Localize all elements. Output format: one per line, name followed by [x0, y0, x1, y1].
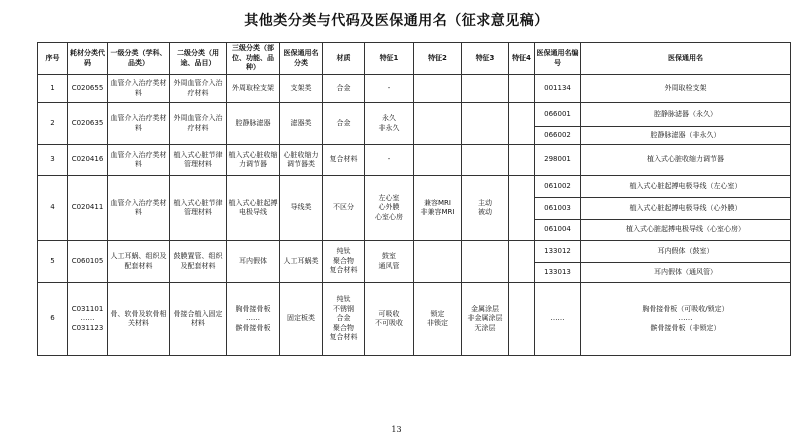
- cell-l1: 血管介入治疗类材料: [108, 176, 170, 241]
- cell-code: C020655: [68, 75, 108, 103]
- cell-l2: 鼓膜置管、组织及配套材料: [170, 241, 227, 283]
- cell-mat: 合金: [323, 103, 365, 145]
- cell-code-number: ……: [535, 283, 581, 356]
- cell-f2: [414, 241, 462, 283]
- header-l2: 二级分类（用途、品目）: [170, 43, 227, 75]
- cell-cat: 支架类: [280, 75, 323, 103]
- cell-f4: [509, 103, 535, 145]
- cell-generic-name: 腔静脉滤器（非永久）: [581, 127, 791, 145]
- cell-f2: 兼容MRI 非兼容MRI: [414, 176, 462, 241]
- cell-code: C060105: [68, 241, 108, 283]
- cell-f1: 鼓室 通风管: [365, 241, 414, 283]
- cell-f1: -: [365, 75, 414, 103]
- cell-l1: 血管介入治疗类材料: [108, 103, 170, 145]
- classification-table: [37, 42, 791, 356]
- cell-code-number: 066002: [535, 127, 581, 145]
- table-row: [38, 283, 791, 356]
- cell-l2: 外周血管介入治疗材料: [170, 103, 227, 145]
- cell-l3: 胸骨接骨板 …… 髌骨接骨板: [227, 283, 280, 356]
- cell-seq: 2: [38, 103, 68, 145]
- cell-l1: 血管介入治疗类材料: [108, 145, 170, 176]
- cell-seq: 3: [38, 145, 68, 176]
- cell-mat: 纯钛 不锈钢 合金 聚合物 复合材料: [323, 283, 365, 356]
- cell-generic-name: 植入式心脏起搏电极导线（心室心房）: [581, 220, 791, 241]
- cell-f1: -: [365, 145, 414, 176]
- cell-f4: [509, 176, 535, 241]
- cell-f2: 锁定 非锁定: [414, 283, 462, 356]
- header-f3: 特征3: [462, 43, 509, 75]
- cell-generic-name: 腔静脉滤器（永久）: [581, 103, 791, 127]
- cell-seq: 1: [38, 75, 68, 103]
- cell-l3: 植入式心脏收缩力调节器: [227, 145, 280, 176]
- header-l1: 一级分类（学科、品类）: [108, 43, 170, 75]
- cell-mat: 不区分: [323, 176, 365, 241]
- cell-code: C020635: [68, 103, 108, 145]
- cell-l3: 外周取栓支架: [227, 75, 280, 103]
- cell-generic-name: 植入式心脏起搏电极导线（心外膜）: [581, 198, 791, 220]
- page-number: 13: [391, 425, 402, 434]
- cell-code-number: 061003: [535, 198, 581, 220]
- cell-l2: 植入式心脏节律管理材料: [170, 176, 227, 241]
- cell-code-number: 001134: [535, 75, 581, 103]
- cell-cat: 人工耳蜗类: [280, 241, 323, 283]
- cell-l2: 外周血管介入治疗材料: [170, 75, 227, 103]
- table-row: [38, 145, 791, 176]
- cell-code-number: 061002: [535, 176, 581, 198]
- cell-generic-name: 植入式心脏起搏电极导线（左心室）: [581, 176, 791, 198]
- table-row: [38, 176, 791, 198]
- cell-f3: [462, 103, 509, 145]
- cell-cat: 导线类: [280, 176, 323, 241]
- cell-mat: 复合材料: [323, 145, 365, 176]
- cell-f2: [414, 103, 462, 145]
- cell-f4: [509, 145, 535, 176]
- cell-l2: 植入式心脏节律管理材料: [170, 145, 227, 176]
- header-f1: 特征1: [365, 43, 414, 75]
- cell-l1: 人工耳蜗、组织及配套材料: [108, 241, 170, 283]
- cell-generic-name: 外周取栓支架: [581, 75, 791, 103]
- header-f4: 特征4: [509, 43, 535, 75]
- header-seq: 序号: [38, 43, 68, 75]
- cell-l1: 血管介入治疗类材料: [108, 75, 170, 103]
- header-l3: 三级分类（部位、功能、品种）: [227, 43, 280, 75]
- cell-seq: 6: [38, 283, 68, 356]
- cell-f1: 永久 非永久: [365, 103, 414, 145]
- header-cat: 医保通用名分类: [280, 43, 323, 75]
- cell-code: C020416: [68, 145, 108, 176]
- cell-code: C020411: [68, 176, 108, 241]
- cell-l3: 植入式心脏起搏电极导线: [227, 176, 280, 241]
- cell-f4: [509, 283, 535, 356]
- cell-generic-name: 耳内假体（鼓室）: [581, 241, 791, 263]
- cell-code-number: 298001: [535, 145, 581, 176]
- cell-f1: 可吸收 不可吸收: [365, 283, 414, 356]
- cell-l3: 腔静脉滤器: [227, 103, 280, 145]
- cell-seq: 5: [38, 241, 68, 283]
- header-num: 医保通用名编号: [535, 43, 581, 75]
- cell-cat: 滤器类: [280, 103, 323, 145]
- cell-l3: 耳内假体: [227, 241, 280, 283]
- header-mat: 材质: [323, 43, 365, 75]
- cell-code-number: 066001: [535, 103, 581, 127]
- cell-f3: [462, 145, 509, 176]
- cell-code-number: 133013: [535, 263, 581, 283]
- cell-code: C031101 …… C031123: [68, 283, 108, 356]
- cell-f3: [462, 75, 509, 103]
- cell-f3: [462, 241, 509, 283]
- table-row: [38, 241, 791, 263]
- header-name: 医保通用名: [581, 43, 791, 75]
- cell-cat: 心脏收缩力调节器类: [280, 145, 323, 176]
- header-f2: 特征2: [414, 43, 462, 75]
- cell-f3: 金属涂层 非金属涂层 无涂层: [462, 283, 509, 356]
- cell-cat: 固定板类: [280, 283, 323, 356]
- cell-generic-name: 耳内假体（通风管）: [581, 263, 791, 283]
- cell-mat: 纯钛 聚合物 复合材料: [323, 241, 365, 283]
- cell-code-number: 133012: [535, 241, 581, 263]
- cell-l2: 骨接合植入固定材料: [170, 283, 227, 356]
- header-code: 耗材分类代码: [68, 43, 108, 75]
- cell-mat: 合金: [323, 75, 365, 103]
- cell-f3: 主动 被动: [462, 176, 509, 241]
- cell-l1: 骨、软骨及软骨相关材料: [108, 283, 170, 356]
- cell-generic-name: 胸骨接骨板（可吸收/锁定） …… 髌骨接骨板（非锁定）: [581, 283, 791, 356]
- cell-seq: 4: [38, 176, 68, 241]
- cell-f4: [509, 75, 535, 103]
- cell-generic-name: 植入式心脏收缩力调节器: [581, 145, 791, 176]
- cell-f2: [414, 75, 462, 103]
- cell-f4: [509, 241, 535, 283]
- header-row: [38, 43, 791, 75]
- cell-code-number: 061004: [535, 220, 581, 241]
- table-row: [38, 103, 791, 127]
- table-row: [38, 75, 791, 103]
- page-title: 其他类分类与代码及医保通用名（征求意见稿）: [244, 13, 549, 29]
- cell-f1: 左心室 心外膜 心室心房: [365, 176, 414, 241]
- cell-f2: [414, 145, 462, 176]
